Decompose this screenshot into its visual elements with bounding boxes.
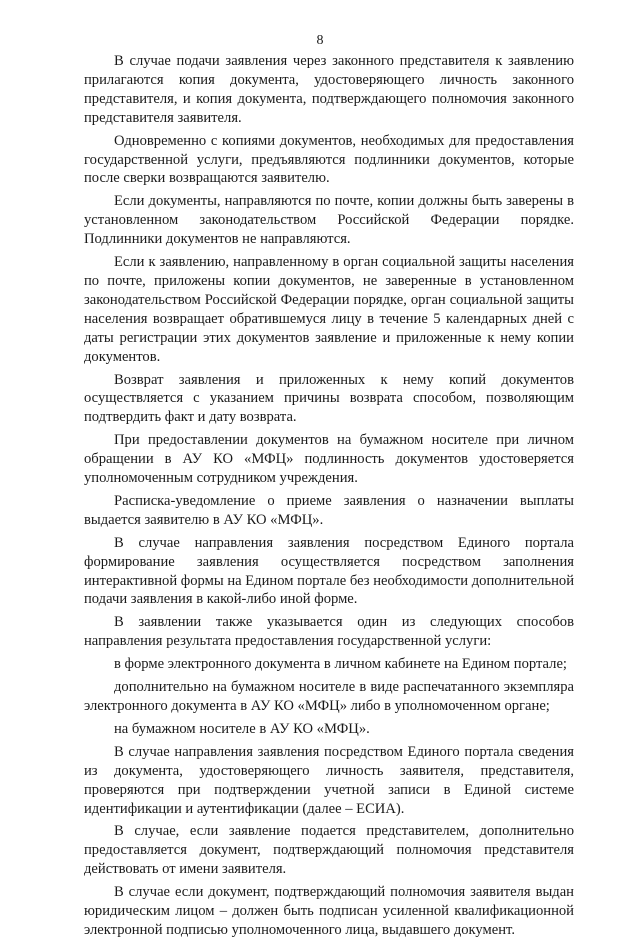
document-body bbox=[84, 52, 574, 944]
paragraph: В случае если документ, подтверждающий полномочия заявителя выдан юридическим лицом – должен быть подписан усиленной квалификационной электронной подписью уполномоченного лица, выдавшего документ. bbox=[84, 884, 574, 938]
paragraph: В случае направления заявления посредством Единого портала формирование заявления осуществляется посредством заполнения интерактивной формы на Едином портале без необходимости дополнительной подачи заявления в какой-либо иной форме. bbox=[84, 534, 574, 608]
paragraph: При предоставлении документов на бумажном носителе при личном обращении в АУ КО «МФЦ» подлинность документов удостоверяется уполномоченным сотрудником учреждения. bbox=[84, 432, 574, 487]
paragraph: Расписка-уведомление о приеме заявления о назначении выплаты выдается заявителю в АУ КО «МФЦ». bbox=[84, 492, 574, 528]
paragraph: В заявлении также указывается один из следующих способов направления результата предоставления государственной услуги: bbox=[84, 614, 574, 650]
list-item: в форме электронного документа в личном кабинете на Едином портале; bbox=[114, 656, 567, 673]
paragraph: Одновременно с копиями документов, необходимых для предоставления государственной услуги, предъявляются подлинники документов, которые после сверки возвращаются заявителю. bbox=[84, 132, 574, 187]
paragraph: Если документы, направляются по почте, копии должны быть заверены в установленном законодательством Российской Федерации порядке. Подлинники документов не направляются. bbox=[84, 193, 574, 248]
paragraph: В случае подачи заявления через законного представителя к заявлению прилагаются копия документа, удостоверяющего личность законного представителя, и копия документа, подтверждающего полномочия законного представителя заявителя. bbox=[84, 53, 574, 126]
list-item: на бумажном носителе в АУ КО «МФЦ». bbox=[114, 720, 370, 737]
paragraph: Если к заявлению, направленному в орган социальной защиты населения по почте, приложены копии документов, не заверенные в установленном законодательством Российской Федерации порядке, орган социальной защиты населения возвращает обратившемуся лицу в течение 5 календарных дней с даты регистрации этих документов заявление и приложенные к нему копии документов. bbox=[84, 254, 574, 365]
paragraph: Возврат заявления и приложенных к нему копий документов осуществляется с указанием причины возврата способом, позволяющим подтвердить факт и дату возврата. bbox=[84, 371, 574, 426]
page-number: 8 bbox=[316, 33, 324, 48]
list-item: дополнительно на бумажном носителе в виде распечатанного экземпляра электронного документа в АУ КО «МФЦ» либо в уполномоченном органе; bbox=[84, 679, 574, 714]
paragraph: В случае, если заявление подается представителем, дополнительно предоставляется документ, подтверждающий полномочия представителя действовать от имени заявителя. bbox=[84, 823, 574, 878]
paragraph: В случае направления заявления посредством Единого портала сведения из документа, удостоверяющего личность заявителя, представителя, проверяются при подтверждении учетной записи в Единой системе идентификации и аутентификации (далее – ЕСИА). bbox=[84, 743, 574, 817]
